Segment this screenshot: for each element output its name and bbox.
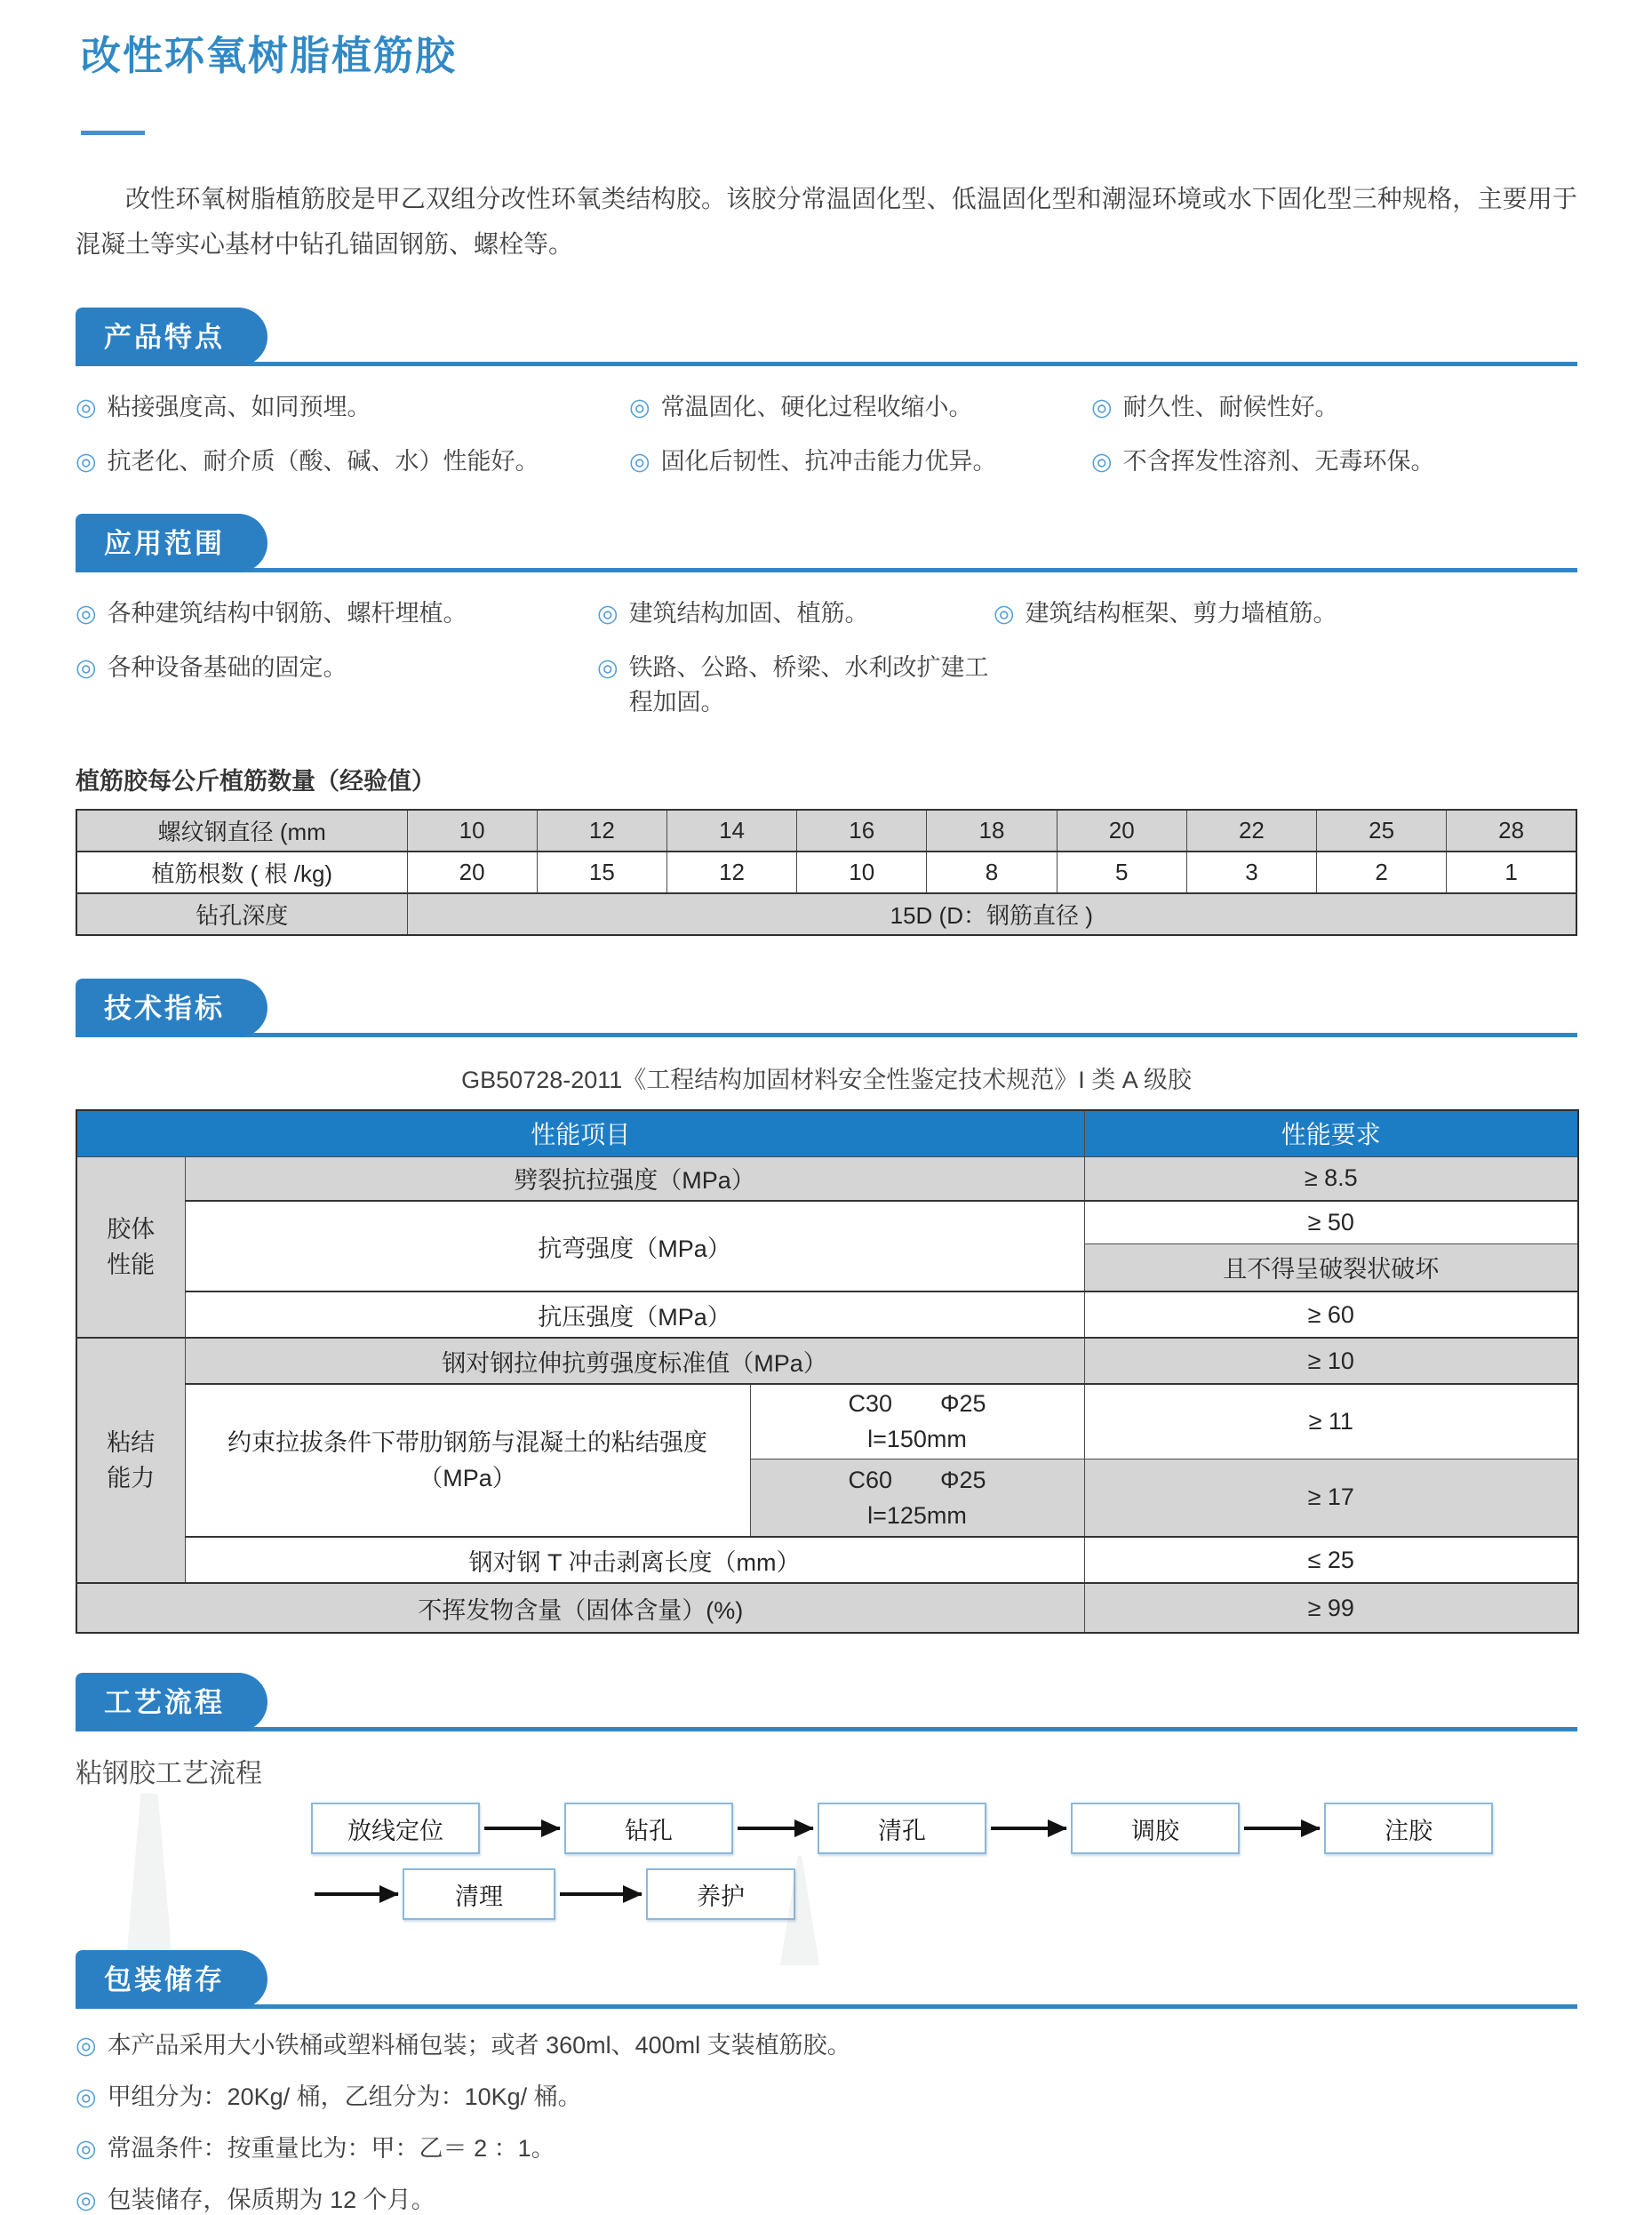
c30-condition-line1: C30 Φ25 (848, 1390, 986, 1418)
rebar-bond-c30-condition (750, 1384, 1084, 1459)
double-circle-bullet-icon: ◎ (994, 600, 1015, 627)
compressive-label: 抗压强度（MPa） (185, 1291, 1084, 1338)
application-item (597, 594, 994, 628)
packaging-item (76, 2180, 1577, 2215)
dosage-diameter-value: 18 (927, 810, 1057, 852)
double-circle-bullet-icon: ◎ (76, 2032, 97, 2059)
group-bond-label: 粘结能力 (107, 1429, 156, 1491)
flexural-req-value: ≥ 50 (1084, 1201, 1578, 1243)
section-rule (76, 568, 1577, 572)
section-rule (76, 362, 1577, 366)
flow-step-box: 清理 (403, 1868, 555, 1920)
application-item (597, 648, 994, 717)
feature-item (76, 388, 629, 422)
double-circle-bullet-icon: ◎ (1091, 394, 1113, 420)
double-circle-bullet-icon: ◎ (629, 448, 650, 475)
packaging-text: 常温条件：按重量比为：甲：乙＝ 2 ：1。 (107, 2135, 555, 2162)
group-body-performance (76, 1156, 185, 1338)
packaging-text: 本产品采用大小铁桶或塑料桶包装；或者 360ml、400ml 支装植筋胶。 (107, 2032, 851, 2059)
rebar-bond-label-line2: （MPa） (419, 1465, 516, 1491)
process-heading-label: 工艺流程 (104, 1686, 225, 1718)
feature-item (1091, 388, 1577, 422)
flexural-req-note: 且不得呈破裂状破坏 (1084, 1243, 1578, 1291)
c60-condition-line1: C60 Φ25 (848, 1466, 986, 1493)
section-header-process (76, 1673, 1577, 1731)
packaging-text: 甲组分为：20Kg/ 桶，乙组分为：10Kg/ 桶。 (107, 2083, 582, 2110)
dosage-count-label: 植筋根数 ( 根 /kg) (76, 852, 407, 893)
application-item (994, 594, 1577, 628)
feature-item (76, 442, 629, 476)
section-rule (76, 2004, 1577, 2009)
t-peel-req: ≤ 25 (1084, 1537, 1578, 1583)
double-circle-bullet-icon: ◎ (597, 654, 619, 681)
process-flow-row-1 (311, 1803, 1493, 1854)
dosage-count-value: 10 (797, 852, 927, 893)
flow-step-box: 调胶 (1071, 1803, 1240, 1854)
dosage-diameter-value: 10 (407, 810, 537, 852)
dosage-diameter-value: 12 (537, 810, 666, 852)
feature-item (629, 442, 1091, 476)
c60-condition-line2: l=125mm (867, 1501, 967, 1529)
feature-text: 抗老化、耐介质（酸、碱、水）性能好。 (107, 448, 539, 475)
dosage-count-value: 12 (666, 852, 796, 893)
flow-step-box: 放线定位 (311, 1803, 480, 1854)
flexural-label: 抗弯强度（MPa） (185, 1201, 1084, 1291)
application-item (76, 594, 597, 628)
dosage-table (76, 809, 1577, 936)
double-circle-bullet-icon: ◎ (76, 2135, 97, 2162)
applications-heading-badge (76, 514, 267, 572)
flow-step-box: 养护 (646, 1868, 795, 1920)
split-tensile-label: 劈裂抗拉强度（MPa） (185, 1156, 1084, 1201)
section-rule (76, 1033, 1577, 1037)
rebar-bond-c30-row (76, 1384, 1578, 1459)
application-text: 铁路、公路、桥梁、水利改扩建工程加固。 (628, 654, 989, 716)
tech-col-item-header: 性能项目 (76, 1110, 1084, 1156)
double-circle-bullet-icon: ◎ (76, 654, 97, 681)
rebar-bond-c30-req: ≥ 11 (1084, 1384, 1578, 1459)
dosage-count-value: 8 (927, 852, 1057, 893)
packaging-item (76, 2077, 1577, 2112)
steel-shear-label: 钢对钢拉伸抗剪强度标准值（MPa） (185, 1338, 1084, 1384)
steel-shear-req: ≥ 10 (1084, 1338, 1578, 1384)
rebar-bond-c60-condition (750, 1459, 1084, 1537)
double-circle-bullet-icon: ◎ (76, 2187, 97, 2213)
compressive-row (76, 1291, 1578, 1338)
tech-heading-label: 技术指标 (104, 992, 225, 1024)
flexural-row (76, 1201, 1578, 1243)
section-rule (76, 1727, 1577, 1731)
applications-heading-label: 应用范围 (104, 527, 225, 559)
packaging-heading-label: 包装储存 (104, 1963, 225, 1995)
dosage-diameter-label: 螺纹钢直径 (mm (76, 810, 407, 852)
nonvolatile-row (76, 1583, 1578, 1633)
page-title: 改性环氧树脂植筋胶 (81, 33, 458, 78)
rebar-bond-label (185, 1384, 750, 1537)
dosage-count-value: 2 (1317, 852, 1447, 893)
title-underline (81, 131, 145, 135)
packaging-item (76, 2129, 1577, 2163)
dosage-count-value: 5 (1057, 852, 1186, 893)
double-circle-bullet-icon: ◎ (76, 600, 97, 627)
feature-text: 耐久性、耐候性好。 (1122, 394, 1339, 420)
section-header-tech (76, 979, 1577, 1037)
flow-arrow-icon (738, 1827, 813, 1830)
tech-header-row (76, 1110, 1578, 1156)
split-tensile-req: ≥ 8.5 (1084, 1156, 1578, 1201)
double-circle-bullet-icon: ◎ (76, 394, 97, 420)
dosage-diameter-value: 16 (797, 810, 927, 852)
dosage-depth-row (76, 893, 1576, 935)
flow-arrow-icon (1244, 1827, 1320, 1830)
group-body-label: 胶体性能 (107, 1215, 156, 1278)
features-heading-label: 产品特点 (104, 321, 225, 353)
t-peel-row (76, 1537, 1578, 1583)
intro-paragraph: 改性环氧树脂植筋胶是甲乙双组分改性环氧类结构胶。该胶分常温固化型、低温固化型和潮湿环境或水下固化型三种规格，主要用于混凝土等实心基材中钻孔锚固钢筋、螺栓等。 (76, 185, 1577, 258)
packaging-text: 包装储存，保质期为 12 个月。 (107, 2187, 435, 2213)
dosage-diameter-value: 14 (666, 810, 796, 852)
rebar-bond-label-line1: 约束拉拔条件下带肋钢筋与混凝土的粘结强度 (227, 1429, 707, 1456)
packaging-item (76, 2026, 1577, 2060)
dosage-count-value: 3 (1186, 852, 1316, 893)
rebar-bond-c60-req: ≥ 17 (1084, 1459, 1578, 1537)
dosage-count-value: 20 (407, 852, 537, 893)
process-subtitle: 粘钢胶工艺流程 (76, 1759, 262, 1788)
dosage-depth-label: 钻孔深度 (76, 893, 407, 935)
split-tensile-row (76, 1156, 1578, 1201)
tech-indicators-table (76, 1109, 1579, 1634)
nonvolatile-label: 不挥发物含量（固体含量）(%) (76, 1583, 1084, 1633)
dosage-diameter-row (76, 810, 1576, 852)
application-text: 各种建筑结构中钢筋、螺杆埋植。 (107, 600, 467, 627)
dosage-diameter-value: 28 (1447, 810, 1576, 852)
nonvolatile-req: ≥ 99 (1084, 1583, 1578, 1633)
tech-col-requirement-header: 性能要求 (1084, 1110, 1578, 1156)
feature-text: 固化后韧性、抗冲击能力优异。 (660, 448, 997, 475)
tech-heading-badge (76, 979, 267, 1037)
packaging-heading-badge (76, 1950, 267, 2009)
steel-shear-row (76, 1338, 1578, 1384)
flow-arrow-icon (560, 1892, 642, 1896)
dosage-diameter-value: 20 (1057, 810, 1186, 852)
flow-arrow-icon (484, 1827, 560, 1830)
double-circle-bullet-icon: ◎ (76, 448, 97, 475)
group-bond-capacity (76, 1338, 185, 1583)
double-circle-bullet-icon: ◎ (76, 2083, 97, 2110)
application-text: 建筑结构加固、植筋。 (628, 600, 869, 627)
features-bullet-list (76, 388, 1577, 476)
dosage-diameter-value: 22 (1186, 810, 1316, 852)
packaging-bullet-list (76, 2026, 1577, 2215)
flow-arrow-icon (991, 1827, 1066, 1830)
feature-text: 粘接强度高、如同预埋。 (107, 394, 371, 420)
standard-note: GB50728-2011《工程结构加固材料安全性鉴定技术规范》I 类 A 级胶 (461, 1067, 1192, 1093)
section-header-applications (76, 514, 1577, 572)
dosage-count-value: 1 (1447, 852, 1576, 893)
dosage-count-row (76, 852, 1576, 893)
double-circle-bullet-icon: ◎ (597, 600, 619, 627)
dosage-table-title: 植筋胶每公斤植筋数量（经验值） (76, 768, 435, 795)
section-header-packaging (76, 1950, 1577, 2009)
double-circle-bullet-icon: ◎ (1091, 448, 1113, 475)
compressive-req: ≥ 60 (1084, 1291, 1578, 1338)
dosage-depth-value: 15D (D：钢筋直径 ) (407, 893, 1576, 935)
dosage-count-value: 15 (537, 852, 666, 893)
flow-step-box: 钻孔 (564, 1803, 733, 1854)
flow-step-box: 注胶 (1324, 1803, 1493, 1854)
c30-condition-line2: l=150mm (867, 1426, 967, 1453)
applications-bullet-list (76, 594, 1577, 717)
application-text: 各种设备基础的固定。 (107, 654, 347, 681)
application-text: 建筑结构框架、剪力墙植筋。 (1025, 600, 1337, 627)
process-flow-row-2 (310, 1868, 1577, 1920)
flow-step-box: 清孔 (818, 1803, 986, 1854)
feature-item (629, 388, 1091, 422)
feature-text: 常温固化、硬化过程收缩小。 (660, 394, 973, 420)
process-heading-badge (76, 1673, 267, 1731)
application-item (76, 648, 597, 717)
section-header-features (76, 308, 1577, 366)
features-heading-badge (76, 308, 267, 366)
t-peel-label: 钢对钢 T 冲击剥离长度（mm） (185, 1537, 1084, 1583)
flow-arrow-icon (315, 1892, 398, 1896)
feature-text: 不含挥发性溶剂、无毒环保。 (1122, 448, 1435, 475)
feature-item (1091, 442, 1577, 476)
dosage-diameter-value: 25 (1317, 810, 1447, 852)
double-circle-bullet-icon: ◎ (629, 394, 650, 420)
